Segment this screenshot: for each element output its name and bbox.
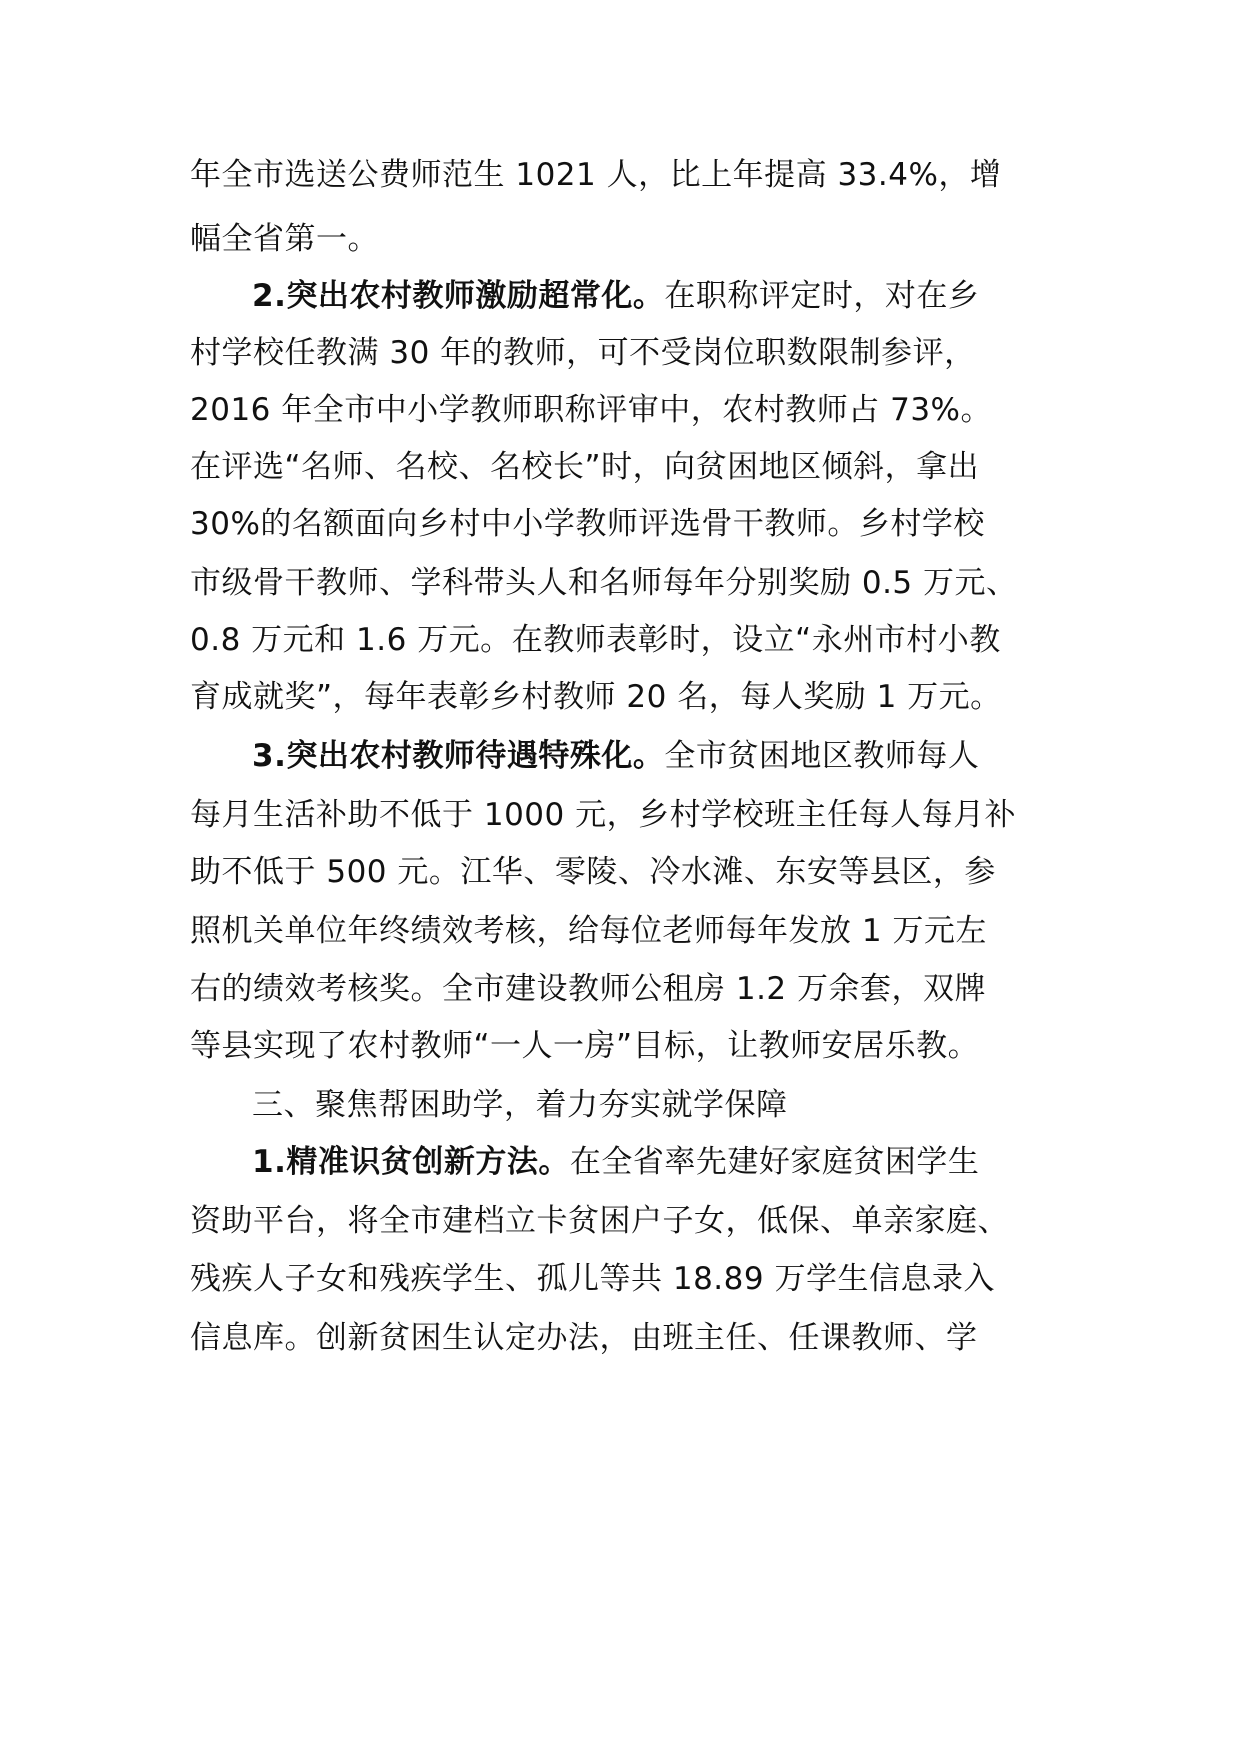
text-line: 0.8 万元和 1.6 万元。在教师表彰时，设立“永州市村小教	[190, 622, 1001, 658]
section-paragraph-start: 1.精准识贫创新方法。在全省率先建好家庭贫困学生	[252, 1144, 980, 1180]
text-line: 等县实现了农村教师“一人一房”目标，让教师安居乐教。	[190, 1028, 980, 1064]
text-line: 村学校任教满 30 年的教师，可不受岗位职数限制参评，	[190, 335, 976, 371]
text-line: 资助平台，将全市建档立卡贫困户子女，低保、单亲家庭、	[190, 1203, 1009, 1239]
section-heading: 1.精准识贫创新方法。	[252, 1144, 570, 1180]
section-heading: 3.突出农村教师待遇特殊化。	[252, 738, 665, 774]
text-line: 幅全省第一。	[190, 221, 379, 257]
text-line: 2016 年全市中小学教师职称评审中，农村教师占 73%。	[190, 392, 993, 428]
section-paragraph-start: 3.突出农村教师待遇特殊化。全市贫困地区教师每人	[252, 738, 980, 774]
text-line: 在评选“名师、名校、名校长”时，向贫困地区倾斜，拿出	[190, 449, 980, 485]
section-heading: 2.突出农村教师激励超常化。	[252, 278, 665, 314]
text-line: 30%的名额面向乡村中小学教师评选骨干教师。乡村学校	[190, 506, 985, 542]
section-title: 三、聚焦帮困助学，着力夯实就学保障	[252, 1087, 788, 1123]
text-line: 照机关单位年终绩效考核，给每位老师每年发放 1 万元左	[190, 913, 987, 949]
text-line: 年全市选送公费师范生 1021 人，比上年提高 33.4%，增	[190, 157, 1002, 193]
section-paragraph-start: 2.突出农村教师激励超常化。在职称评定时，对在乡	[252, 278, 980, 314]
text-line: 信息库。创新贫困生认定办法，由班主任、任课教师、学	[190, 1320, 978, 1356]
text-line: 右的绩效考核奖。全市建设教师公租房 1.2 万余套，双牌	[190, 971, 987, 1007]
text-line: 每月生活补助不低于 1000 元，乡村学校班主任每人每月补	[190, 797, 1017, 833]
text-line: 助不低于 500 元。江华、零陵、冷水滩、东安等县区，参	[190, 854, 996, 890]
text-line: 残疾人子女和残疾学生、孤儿等共 18.89 万学生信息录入	[190, 1261, 995, 1297]
text-line: 育成就奖”，每年表彰乡村教师 20 名，每人奖励 1 万元。	[190, 679, 1002, 715]
text-line: 市级骨干教师、学科带头人和名师每年分别奖励 0.5 万元、	[190, 565, 1018, 601]
